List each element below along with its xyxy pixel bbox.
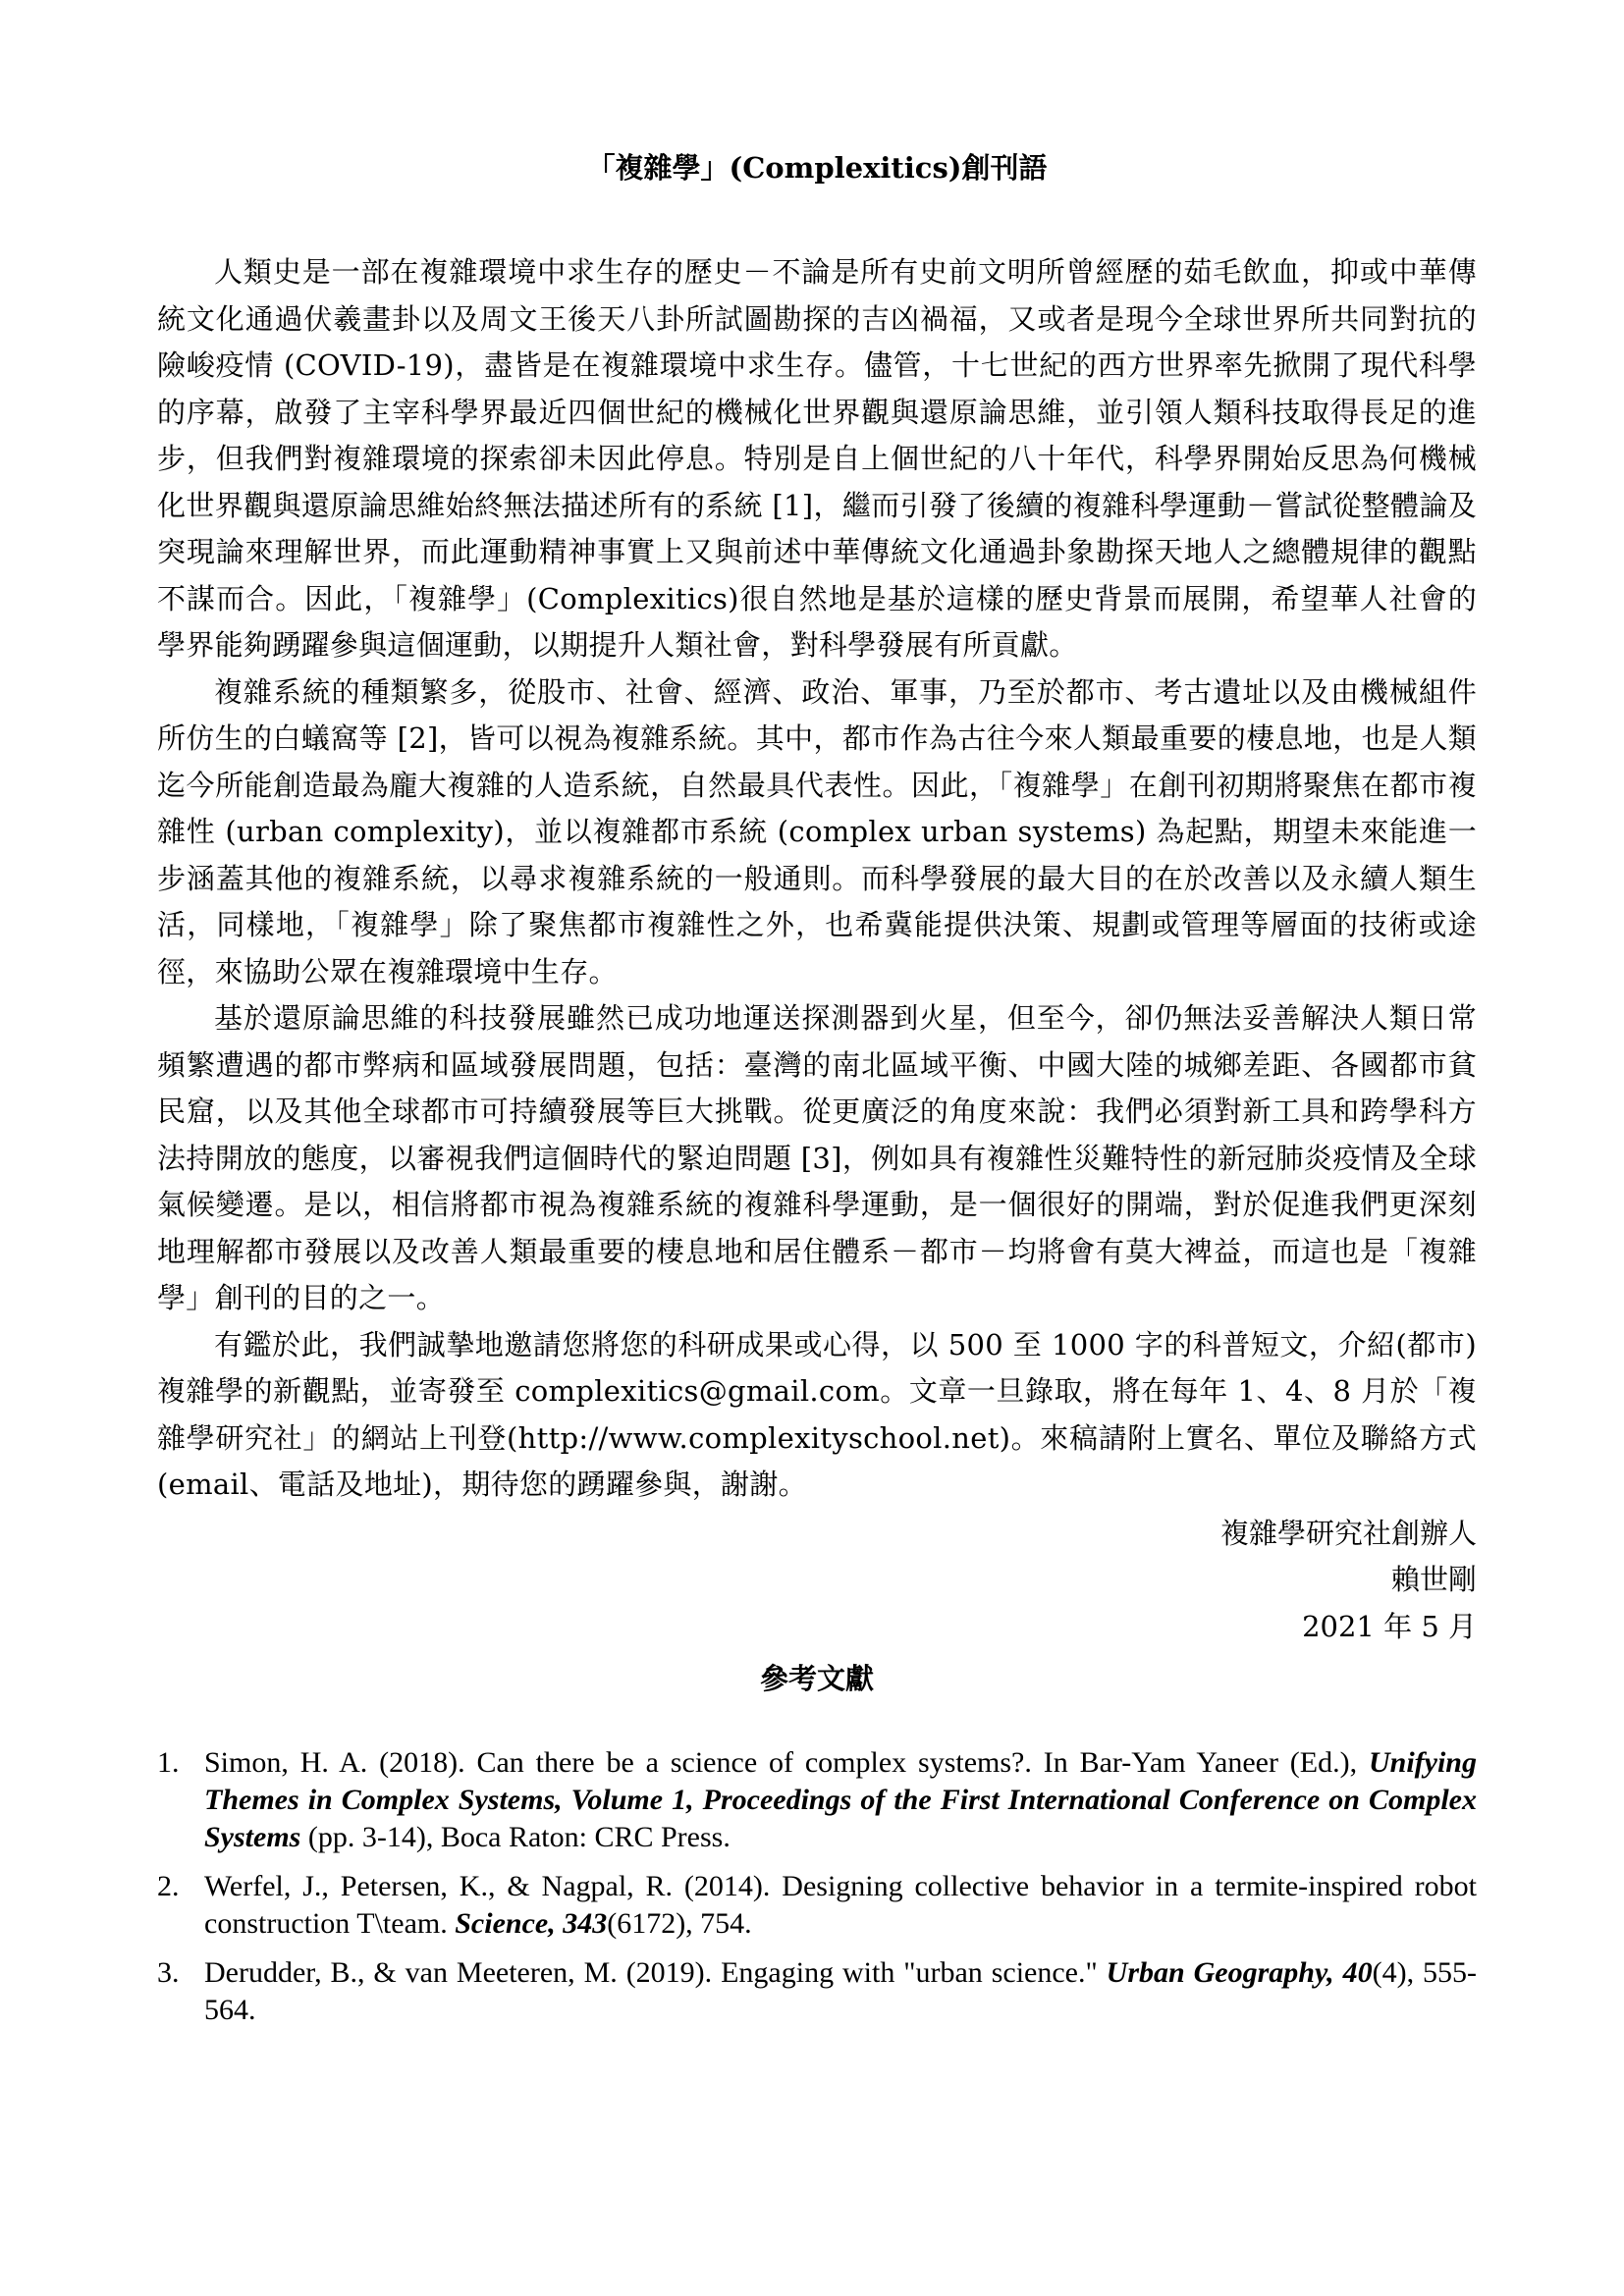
reference-item — [157, 1744, 1477, 1856]
reference-number: 2. — [157, 1870, 180, 1902]
reference-number: 1. — [157, 1746, 180, 1779]
paragraph-1: 人類史是一部在複雜環境中求生存的歷史－不論是所有史前文明所曾經歷的茹毛飲血，抑或中華傳統文化通過伏羲畫卦以及周文王後天八卦所試圖勘探的吉凶禍福，又或者是現今全球世界所共同對抗的險峻疫情 (COVID-19)，盡皆是在複雜環境中求生存。儘管，十七世紀的西方世界率先掀開了現代科學的序幕，啟發了主宰科學界最近四個世紀的機械化世界觀與還原論思維，並引領人類科技取得長足的進步，但我們對複雜環境的探索卻未因此停息。特別是自上個世紀的八十年代，科學界開始反思為何機械化世界觀與還原論思維始終無法描述所有的系統 [1]，繼而引發了後續的複雜科學運動－嘗試從整體論及突現論來理解世界，而此運動精神事實上又與前述中華傳統文化通過卦象勘探天地人之總體規律的觀點不謀而合。因此，「複雜學」(Complexitics)很自然地是基於這樣的歷史背景而展開，希望華人社會的學界能夠踴躍參與這個運動，以期提升人類社會，對科學發展有所貢獻。 — [157, 255, 1477, 662]
reference-pages: (4), 555-564. — [204, 1956, 1477, 2026]
reference-source: Science, 343 — [455, 1907, 608, 1940]
reference-list — [157, 1744, 1477, 2029]
reference-text: Simon, H. A. (2018). Can there be a science of complex systems?. In Bar-Yam Yaneer (Ed.), — [204, 1746, 1369, 1779]
reference-source: Unifying Themes in Complex Systems, Volume 1, Proceedings of the First International Conference on Complex Systems — [204, 1746, 1477, 1853]
reference-item — [157, 1868, 1477, 1943]
paragraph-4: 有鑑於此，我們誠摯地邀請您將您的科研成果或心得，以 500 至 1000 字的科普短文，介紹(都市)複雜學的新觀點，並寄發至 complexitics@gmail.com。文章一旦錄取，將在每年 1、4、8 月於「複雜學研究社」的網站上刊登(http://www.complexityschool.net)。來稿請附上實名、單位及聯絡方式(email、電話及地址)，期待您的踴躍參與，謝謝。 — [157, 1327, 1477, 1501]
reference-text: Werfel, J., Petersen, K., & Nagpal, R. (2014). Designing collective behavior in a termite-inspired robot construction T\team. — [204, 1870, 1477, 1940]
reference-pages: (pp. 3-14), Boca Raton: CRC Press. — [300, 1821, 731, 1853]
reference-pages: (6172), 754. — [607, 1907, 752, 1940]
signature-role: 複雜學研究社創辦人 — [1219, 1516, 1477, 1550]
reference-number: 3. — [157, 1956, 180, 1989]
reference-text: Derudder, B., & van Meeteren, M. (2019). Engaging with "urban science." — [204, 1956, 1107, 1989]
editorial-body — [157, 249, 1477, 1509]
paragraph-2: 複雜系統的種類繁多，從股市、社會、經濟、政治、軍事，乃至於都市、考古遺址以及由機械組件所仿生的白蟻窩等 [2]，皆可以視為複雜系統。其中，都市作為古往今來人類最重要的棲息地，也是人類迄今所能創造最為龐大複雜的人造系統，自然最具代表性。因此，「複雜學」在創刊初期將聚焦在都市複雜性 (urban complexity)，並以複雜都市系統 (complex urban systems) 為起點，期望未來能進一步涵蓋其他的複雜系統，以尋求複雜系統的一般通則。而科學發展的最大目的在於改善以及永續人類生活，同樣地，「複雜學」除了聚焦都市複雜性之外，也希冀能提供決策、規劃或管理等層面的技術或途徑，來協助公眾在複雜環境中生存。 — [157, 674, 1477, 988]
reference-item — [157, 1954, 1477, 2029]
signature-date: 2021 年 5 月 — [1302, 1609, 1477, 1643]
document-page — [157, 147, 1477, 2041]
signature-block — [157, 1511, 1477, 1651]
document-title: 「複雜學」(Complexitics)創刊語 — [586, 151, 1048, 185]
paragraph-3: 基於還原論思維的科技發展雖然已成功地運送探測器到火星，但至今，卻仍無法妥善解決人類日常頻繁遭遇的都市弊病和區域發展問題，包括：臺灣的南北區域平衡、中國大陸的城鄉差距、各國都市貧民窟，以及其他全球都市可持續發展等巨大挑戰。從更廣泛的角度來說：我們必須對新工具和跨學科方法持開放的態度，以審視我們這個時代的緊迫問題 [3]，例如具有複雜性災難特性的新冠肺炎疫情及全球氣候變遷。是以，相信將都市視為複雜系統的複雜科學運動，是一個很好的開端，對於促進我們更深刻地理解都市發展以及改善人類最重要的棲息地和居住體系－都市－均將會有莫大裨益，而這也是「複雜學」創刊的目的之一。 — [157, 1001, 1477, 1314]
references-heading: 參考文獻 — [759, 1662, 874, 1695]
signature-name: 賴世剛 — [1390, 1563, 1477, 1596]
reference-source: Urban Geography, 40 — [1106, 1956, 1373, 1989]
